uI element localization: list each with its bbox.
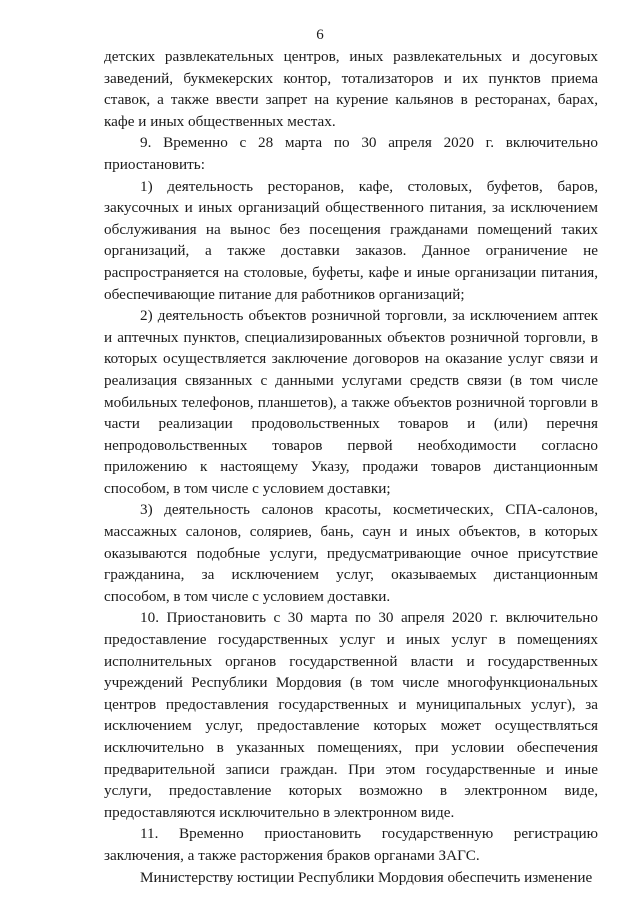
paragraph-ministry: Министерству юстиции Республики Мордовия обеспечить изменение bbox=[140, 868, 593, 886]
paragraph-item-9-3: 3) деятельность салонов красоты, косметических, СПА-салонов, массажных салонов, соляриев, бань, саун и иных объектов, в которых оказываются подобные услуги, предусматривающие очное присутствие гражданина, за исключением услуг, оказываемых дистанционным способом, в том числе с условием доставки. bbox=[104, 501, 598, 605]
document-body bbox=[104, 46, 598, 888]
paragraph-item-9-2: 2) деятельность объектов розничной торговли, за исключением аптек и аптечных пунктов, специализированных объектов розничной торговли, в которых осуществляется заключение договоров на оказание услуг связи и реализация связанных с данными услугами средств связи (в том числе мобильных телефонов, планшетов), а также объектов розничной торговли в части реализации продовольственных товаров и (или) перечня непродовольственных товаров первой необходимости согласно приложению к настоящему Указу, продажи товаров дистанционным способом, в том числе с условием доставки; bbox=[104, 307, 598, 497]
page-number: 6 bbox=[316, 27, 324, 43]
paragraph-item-10: 10. Приостановить с 30 марта по 30 апреля 2020 г. включительно предоставление государственных услуг и иных услуг в помещениях исполнительных органов государственной власти и государственных учреждений Республики Мордовия (в том числе многофункциональных центров предоставления государственных и муниципальных услуг), за исключением услуг, предоставление которых может осуществляться исключительно в указанных помещениях, при условии обеспечения предварительной записи граждан. При этом государственные и иные услуги, предоставление которых возможно в электронном виде, предоставляются исключительно в электронном виде. bbox=[104, 609, 598, 821]
paragraph-item-9: 9. Временно с 28 марта по 30 апреля 2020 г. включительно приостановить: bbox=[104, 134, 598, 173]
paragraph-continuation: детских развлекательных центров, иных развлекательных и досуговых заведений, букмекерских контор, тотализаторов и их пунктов приема ставок, а также ввести запрет на курение кальянов в ресторанах, барах, кафе и иных общественных местах. bbox=[104, 48, 598, 130]
paragraph-item-11: 11. Временно приостановить государственную регистрацию заключения, а также расторжения браков органами ЗАГС. bbox=[104, 825, 598, 864]
paragraph-item-9-1: 1) деятельность ресторанов, кафе, столовых, буфетов, баров, закусочных и иных организаций общественного питания, за исключением обслуживания на вынос без посещения гражданами помещений таких организаций, а также доставки заказов. Данное ограничение не распространяется на столовые, буфеты, кафе и иные организации питания, обеспечивающие питание для работников организаций; bbox=[104, 177, 598, 303]
